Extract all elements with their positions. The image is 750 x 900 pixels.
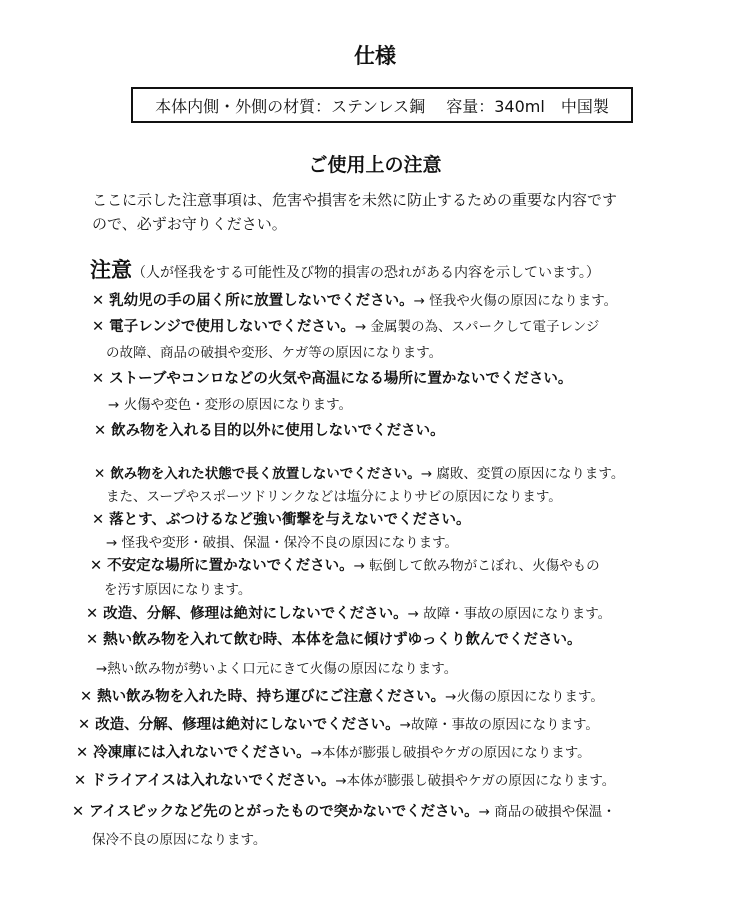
item-rest: → 故障・事故の原因になります。 xyxy=(407,606,612,622)
item-bold: 熱い飲み物を入れた時、持ち運びにご注意ください。 xyxy=(97,689,446,705)
caution-item xyxy=(72,800,616,821)
item-bold: ドライアイスは入れないでください。 xyxy=(91,773,336,789)
item-rest: →故障・事故の原因になります。 xyxy=(399,717,599,733)
item-bold: 冷凍庫には入れないでください。 xyxy=(93,745,311,761)
cross-icon: ✕ xyxy=(90,558,103,574)
cross-icon: ✕ xyxy=(78,717,91,733)
item-rest: → 腐敗、変質の原因になります。 xyxy=(420,466,625,482)
caution-item xyxy=(90,554,600,575)
item-bold: アイスピックなど先のとがったもので突かないでください。 xyxy=(89,804,479,820)
item-bold: 飲み物を入れる目的以外に使用しないでください。 xyxy=(111,423,445,439)
caution-item xyxy=(92,508,471,529)
item-bold: 不安定な場所に置かないでください。 xyxy=(107,558,354,574)
intro-line-2: ので、必ずお守りください。 xyxy=(92,215,287,233)
caution-item xyxy=(92,367,572,388)
item-rest: →本体が膨張し破損やケガの原因になります。 xyxy=(335,773,616,789)
caution-item xyxy=(94,462,624,482)
caution-item xyxy=(78,713,599,734)
caution-item xyxy=(86,628,582,649)
caution-item xyxy=(80,685,604,706)
cross-icon: ✕ xyxy=(92,371,105,387)
item-continuation: → 怪我や変形・破損、保温・保冷不良の原因になります。 xyxy=(106,535,459,551)
intro-line-1: ここに示した注意事項は、危害や損害を未然に防止するための重要な内容です xyxy=(92,191,618,209)
caution-item xyxy=(74,769,615,790)
item-bold: 熱い飲み物を入れて飲む時、本体を急に傾けずゆっくり飲んでください。 xyxy=(103,632,582,648)
item-bold: 電子レンジで使用しないでください。 xyxy=(109,319,355,335)
cross-icon: ✕ xyxy=(86,606,99,622)
cross-icon: ✕ xyxy=(94,466,106,482)
item-continuation: を汚す原因になります。 xyxy=(104,582,252,598)
caution-item xyxy=(76,741,591,762)
caution-item xyxy=(86,602,611,623)
item-rest: →本体が膨張し破損やケガの原因になります。 xyxy=(310,745,591,761)
item-rest: → 商品の破損や保温・ xyxy=(478,804,616,820)
caution-label: 注意 xyxy=(90,258,132,282)
spec-title: 仕様 xyxy=(354,44,396,68)
cross-icon: ✕ xyxy=(92,319,105,335)
item-bold: 乳幼児の手の届く所に放置しないでください。 xyxy=(109,293,414,309)
cross-icon: ✕ xyxy=(80,689,93,705)
item-continuation: また、スープやスポーツドリンクなどは塩分によりサビの原因になります。 xyxy=(106,489,562,505)
item-bold: 飲み物を入れた状態で長く放置しないでください。 xyxy=(110,466,421,482)
cross-icon: ✕ xyxy=(76,745,89,761)
caution-description: （人が怪我をする可能性及び物的損害の恐れがある内容を示しています。） xyxy=(132,265,600,281)
spec-box xyxy=(131,87,633,123)
caution-item xyxy=(94,419,445,440)
spec-text: 本体内側・外側の材質：ステンレス鋼 容量：340ml 中国製 xyxy=(155,96,609,116)
item-continuation: 保冷不良の原因になります。 xyxy=(92,832,267,848)
item-rest: →火傷の原因になります。 xyxy=(445,689,604,705)
notice-title: ご使用上の注意 xyxy=(308,154,442,176)
cross-icon: ✕ xyxy=(92,512,105,528)
cross-icon: ✕ xyxy=(86,632,99,648)
item-bold: 改造、分解、修理は絶対にしないでください。 xyxy=(103,606,408,622)
caution-heading xyxy=(90,254,600,284)
item-rest: → 転倒して飲み物がこぼれ、火傷やもの xyxy=(353,558,600,574)
item-continuation: → 火傷や変色・変形の原因になります。 xyxy=(108,397,353,413)
item-continuation: →熱い飲み物が勢いよく口元にきて火傷の原因になります。 xyxy=(96,661,458,677)
caution-item xyxy=(92,315,599,336)
cross-icon: ✕ xyxy=(92,293,105,309)
item-rest: → 金属製の為、スパークして電子レンジ xyxy=(354,319,600,335)
cross-icon: ✕ xyxy=(74,773,87,789)
item-bold: 落とす、ぶつけるなど強い衝撃を与えないでください。 xyxy=(109,512,471,528)
item-continuation: の故障、商品の破損や変形、ケガ等の原因になります。 xyxy=(106,345,443,361)
item-bold: ストーブやコンロなどの火気や高温になる場所に置かないでください。 xyxy=(109,371,573,387)
cross-icon: ✕ xyxy=(72,804,85,820)
caution-item xyxy=(92,289,617,310)
item-rest: → 怪我や火傷の原因になります。 xyxy=(413,293,618,309)
item-bold: 改造、分解、修理は絶対にしないでください。 xyxy=(95,717,400,733)
cross-icon: ✕ xyxy=(94,423,107,439)
